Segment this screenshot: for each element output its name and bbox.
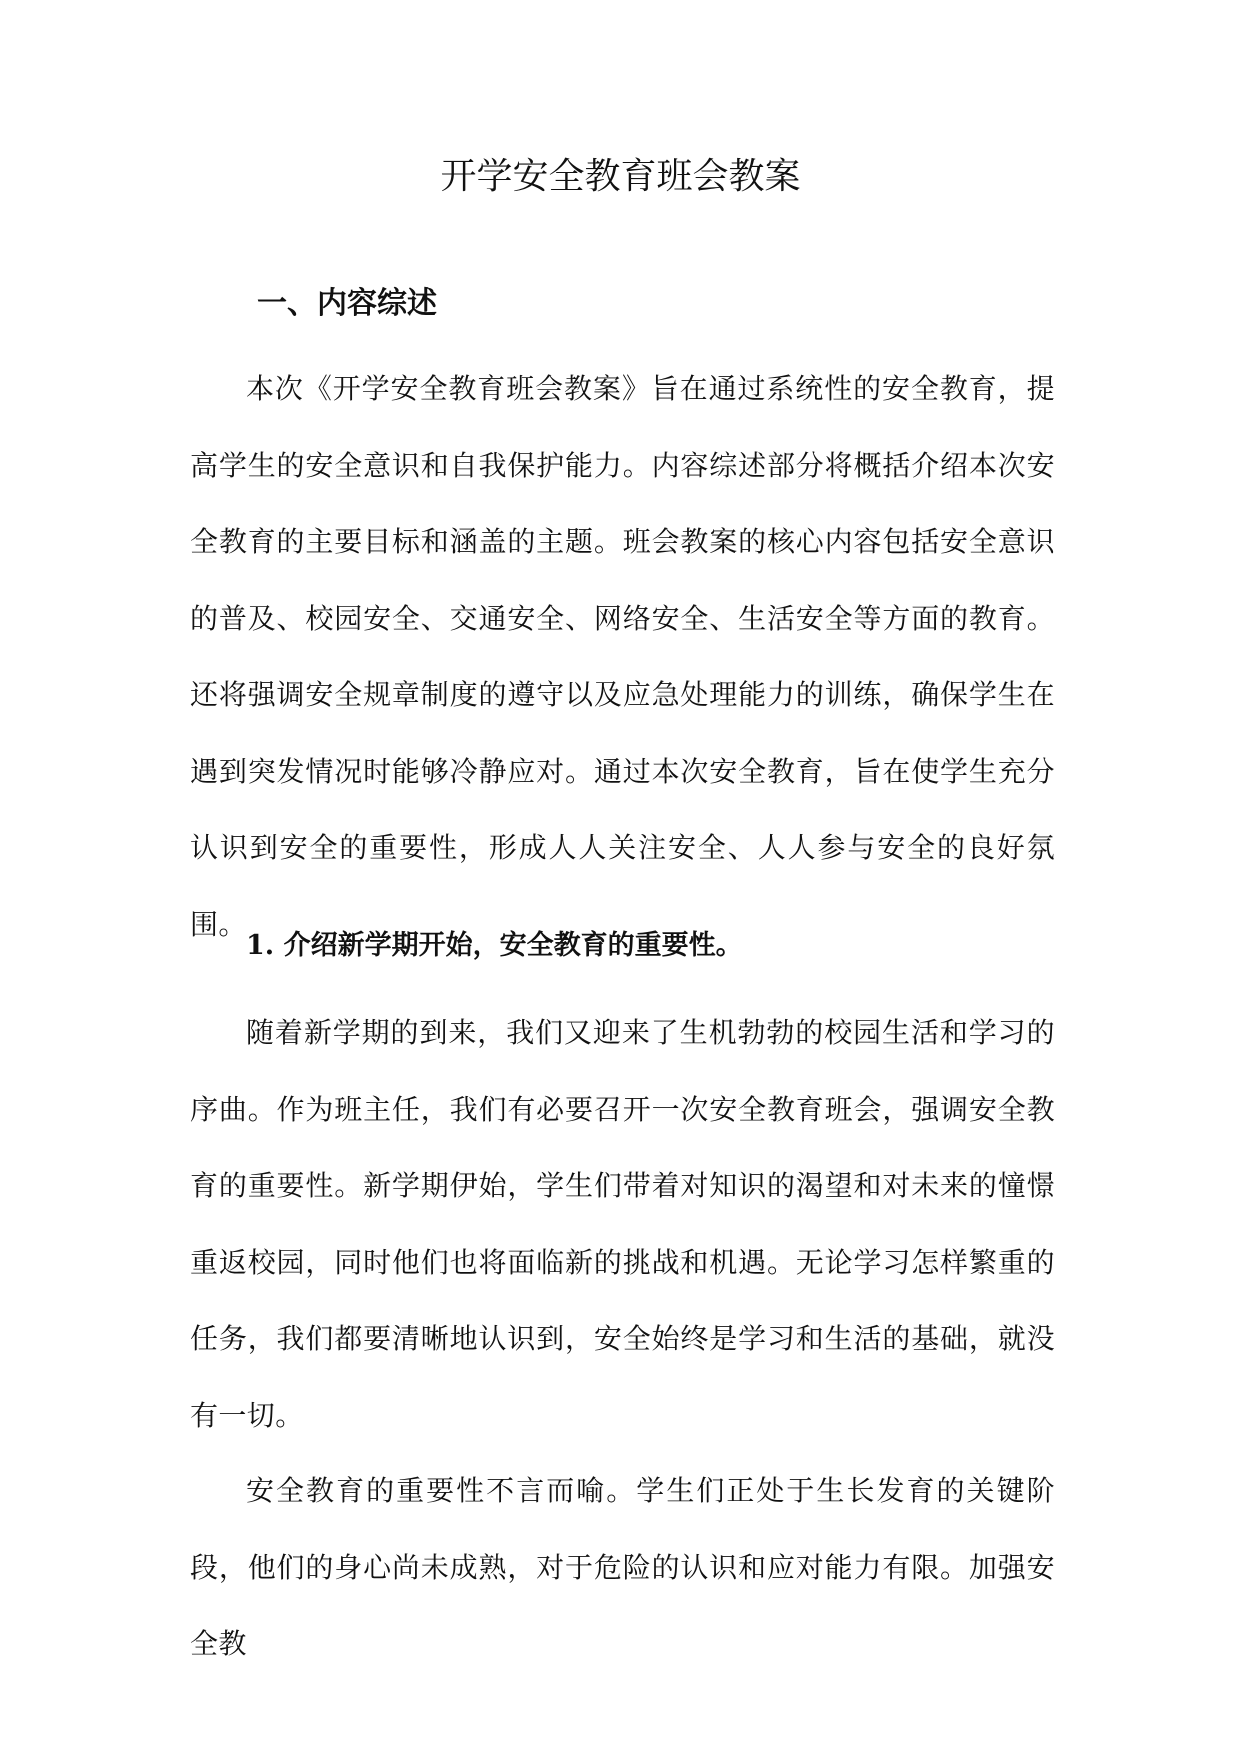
paragraph-overview: 本次《开学安全教育班会教案》旨在通过系统性的安全教育，提高学生的安全意识和自我保护能力。内容综述部分将概括介绍本次安全教育的主要目标和涵盖的主题。班会教案的核心内容包括安全意识的普及、校园安全、交通安全、网络安全、生活安全等方面的教育。还将强调安全规章制度的遵守以及应急处理能力的训练，确保学生在遇到突发情况时能够冷静应对。通过本次安全教育，旨在使学生充分认识到安全的重要性，形成人人关注安全、人人参与安全的良好氛围。 xyxy=(190,372,1055,941)
subsection-heading-importance: 1. 介绍新学期开始，安全教育的重要性。 xyxy=(246,930,743,961)
section-heading-overview: 一、内容综述 xyxy=(257,286,437,321)
document-title: 开学安全教育班会教案 xyxy=(440,156,801,197)
paragraph-new-semester: 随着新学期的到来，我们又迎来了生机勃勃的校园生活和学习的序曲。作为班主任，我们有必要召开一次安全教育班会，强调安全教育的重要性。新学期伊始，学生们带着对知识的渴望和对未来的憧憬重返校园，同时他们也将面临新的挑战和机遇。无论学习怎样繁重的任务，我们都要清晰地认识到，安全始终是学习和生活的基础，就没有一切。 xyxy=(190,1016,1055,1432)
paragraph-safety-importance: 安全教育的重要性不言而喻。学生们正处于生长发育的关键阶段，他们的身心尚未成熟，对于危险的认识和应对能力有限。加强安全教 xyxy=(190,1474,1055,1660)
